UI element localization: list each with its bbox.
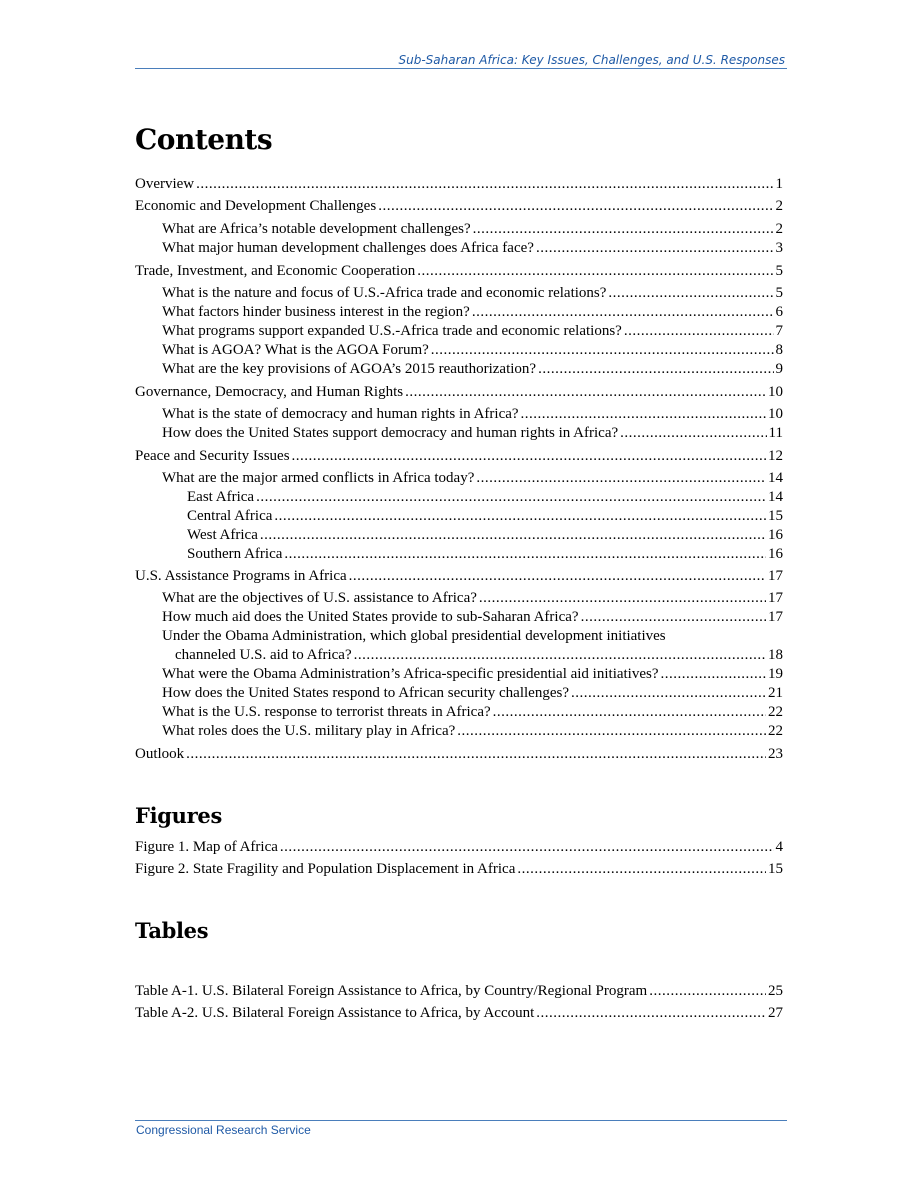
entry-title: East Africa (187, 489, 255, 505)
page-number: 2 (775, 221, 783, 237)
toc-entry[interactable] (135, 567, 783, 586)
dot-leader (649, 982, 766, 1001)
figures-heading: Figures (135, 803, 222, 828)
entry-title: How much aid does the United States provide to sub-Saharan Africa? (162, 609, 579, 625)
dot-leader (536, 1004, 766, 1023)
dot-leader (260, 526, 766, 545)
dot-leader (538, 360, 773, 379)
entry-title: Figure 2. State Fragility and Population Displacement in Africa (135, 861, 516, 877)
toc-entry[interactable] (162, 220, 783, 239)
page-number: 17 (768, 590, 783, 606)
entry-title: West Africa (187, 527, 258, 543)
entry-title: How does the United States support democracy and human rights in Africa? (162, 425, 619, 441)
page-number: 14 (768, 470, 783, 486)
dot-leader (517, 860, 766, 879)
page-number: 27 (768, 1005, 783, 1021)
page-number: 16 (768, 546, 783, 562)
page-number: 17 (768, 568, 783, 584)
toc-entry[interactable] (135, 175, 783, 194)
dot-leader (493, 703, 766, 722)
toc-entry[interactable] (162, 341, 783, 360)
entry-title: What is the nature and focus of U.S.-Africa trade and economic relations? (162, 285, 607, 301)
toc-entry[interactable] (162, 703, 783, 722)
entry-title: Governance, Democracy, and Human Rights (135, 384, 404, 400)
list-entry[interactable] (135, 982, 783, 1001)
entry-title: What major human development challenges does Africa face? (162, 240, 534, 256)
entry-title: What is AGOA? What is the AGOA Forum? (162, 342, 429, 358)
entry-title: U.S. Assistance Programs in Africa (135, 568, 347, 584)
footer-rule (135, 1120, 787, 1121)
entry-title: What roles does the U.S. military play in Africa? (162, 723, 456, 739)
entry-title: How does the United States respond to African security challenges? (162, 685, 569, 701)
header-rule (135, 68, 787, 69)
page-number: 10 (768, 406, 783, 422)
dot-leader (274, 507, 766, 526)
page-number: 6 (775, 304, 783, 320)
toc-entry[interactable] (162, 469, 783, 488)
toc-entry[interactable] (135, 262, 783, 281)
page-number: 19 (768, 666, 783, 682)
dot-leader (476, 469, 766, 488)
toc-entry[interactable] (162, 589, 783, 608)
toc-entry[interactable] (162, 284, 783, 303)
toc-entry[interactable] (175, 646, 783, 665)
page-number: 12 (768, 448, 783, 464)
dot-leader (472, 303, 774, 322)
toc-entry[interactable] (187, 526, 783, 545)
dot-leader (624, 322, 774, 341)
dot-leader (186, 745, 766, 764)
entry-title: What are the major armed conflicts in Africa today? (162, 470, 475, 486)
page-number: 18 (768, 647, 783, 663)
entry-title: Central Africa (187, 508, 273, 524)
dot-leader (280, 838, 774, 857)
entry-title: What are Africa’s notable development challenges? (162, 221, 471, 237)
dot-leader (521, 405, 766, 424)
tables-heading: Tables (135, 918, 209, 943)
page-number: 5 (775, 263, 783, 279)
dot-leader (431, 341, 774, 360)
toc-entry[interactable] (162, 239, 783, 258)
toc-entry[interactable] (187, 488, 783, 507)
page-number: 23 (768, 746, 783, 762)
toc-entry[interactable] (162, 665, 783, 684)
page-number: 8 (775, 342, 783, 358)
toc-entry[interactable] (162, 322, 783, 341)
toc-entry[interactable] (187, 507, 783, 526)
dot-leader (284, 545, 766, 564)
dot-leader (473, 220, 774, 239)
dot-leader (196, 175, 773, 194)
entry-title: Figure 1. Map of Africa (135, 839, 278, 855)
toc-entry[interactable] (162, 405, 783, 424)
page-number: 11 (768, 425, 783, 441)
dot-leader (378, 197, 773, 216)
toc-entry[interactable] (135, 197, 783, 216)
entry-title: channeled U.S. aid to Africa? (175, 647, 352, 663)
entry-title: What were the Obama Administration’s Africa-specific presidential aid initiatives? (162, 666, 659, 682)
page-number: 2 (775, 198, 783, 214)
dot-leader (349, 567, 766, 586)
page-number: 1 (775, 176, 783, 192)
dot-leader (479, 589, 766, 608)
entry-title: Trade, Investment, and Economic Cooperation (135, 263, 416, 279)
toc-entry[interactable] (162, 360, 783, 379)
dot-leader (581, 608, 766, 627)
list-entry[interactable] (135, 1004, 783, 1023)
entry-title: Southern Africa (187, 546, 283, 562)
toc-entry[interactable] (135, 745, 783, 764)
dot-leader (536, 239, 774, 258)
toc-entry[interactable] (187, 545, 783, 564)
page-number: 9 (775, 361, 783, 377)
entry-title: Outlook (135, 746, 185, 762)
dot-leader (256, 488, 766, 507)
toc-entry[interactable] (162, 608, 783, 627)
page-number: 5 (775, 285, 783, 301)
dot-leader (457, 722, 766, 741)
entry-title: Table A-1. U.S. Bilateral Foreign Assistance to Africa, by Country/Regional Program (135, 983, 648, 999)
page-number: 15 (768, 861, 783, 877)
page-number: 7 (775, 323, 783, 339)
page-number: 14 (768, 489, 783, 505)
page-number: 25 (768, 983, 783, 999)
toc-entry[interactable] (162, 684, 783, 703)
dot-leader (417, 262, 773, 281)
page-number: 16 (768, 527, 783, 543)
running-header: Sub-Saharan Africa: Key Issues, Challenges, and U.S. Responses (398, 53, 785, 67)
toc-entry[interactable] (135, 447, 783, 466)
entry-title: What are the key provisions of AGOA’s 2015 reauthorization? (162, 361, 537, 377)
entry-title: What are the objectives of U.S. assistance to Africa? (162, 590, 477, 606)
entry-title: Peace and Security Issues (135, 448, 290, 464)
entry-title: Economic and Development Challenges (135, 198, 377, 214)
toc-entry-text[interactable]: Under the Obama Administration, which global presidential development initiatives (162, 628, 666, 644)
contents-heading: Contents (135, 123, 273, 156)
toc-entry[interactable] (162, 722, 783, 741)
dot-leader (608, 284, 773, 303)
dot-leader (292, 447, 766, 466)
toc-entry[interactable] (162, 424, 783, 443)
page-number: 3 (775, 240, 783, 256)
dot-leader (661, 665, 766, 684)
footer-label: Congressional Research Service (136, 1123, 311, 1137)
dot-leader (354, 646, 766, 665)
entry-title: What programs support expanded U.S.-Africa trade and economic relations? (162, 323, 622, 339)
page-number: 17 (768, 609, 783, 625)
dot-leader (571, 684, 766, 703)
page-number: 21 (768, 685, 783, 701)
page-number: 22 (768, 723, 783, 739)
page-number: 22 (768, 704, 783, 720)
toc-entry[interactable] (135, 383, 783, 402)
entry-title: Overview (135, 176, 195, 192)
entry-title: What factors hinder business interest in the region? (162, 304, 470, 320)
toc-entry[interactable] (162, 303, 783, 322)
entry-title: What is the state of democracy and human rights in Africa? (162, 406, 519, 422)
page-number: 10 (768, 384, 783, 400)
entry-title: What is the U.S. response to terrorist threats in Africa? (162, 704, 491, 720)
entry-title: Table A-2. U.S. Bilateral Foreign Assistance to Africa, by Account (135, 1005, 535, 1021)
list-entry[interactable] (135, 860, 783, 879)
page-number: 4 (775, 839, 783, 855)
dot-leader (405, 383, 766, 402)
page-number: 15 (768, 508, 783, 524)
list-entry[interactable] (135, 838, 783, 857)
dot-leader (620, 424, 766, 443)
